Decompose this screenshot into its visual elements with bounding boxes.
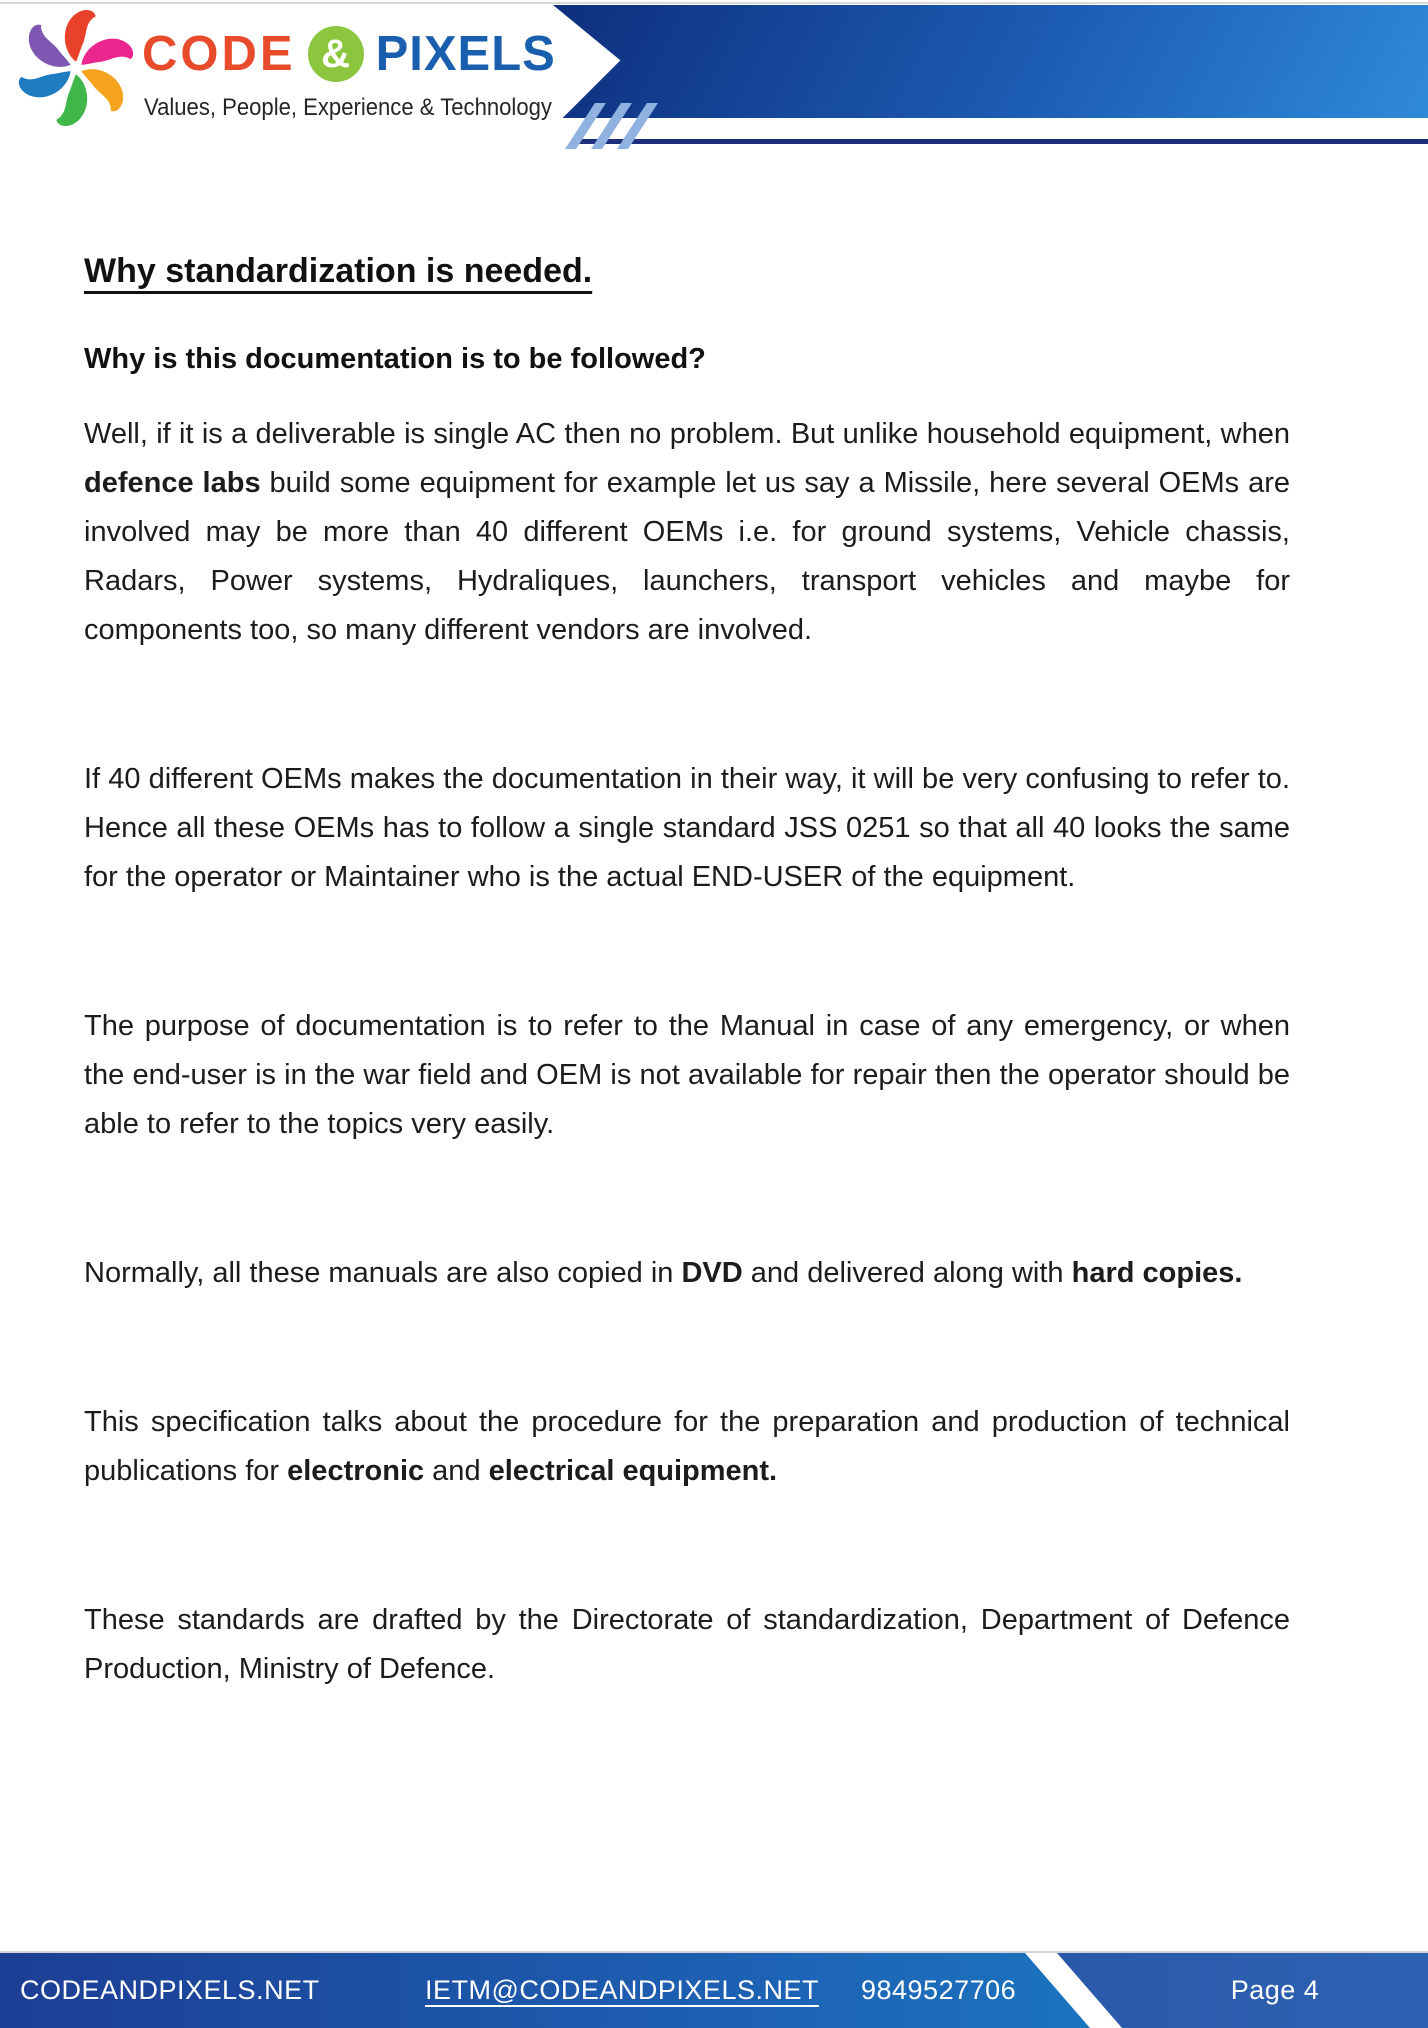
footer-email-link[interactable]: IETM@CODEANDPIXELS.NET <box>425 1975 819 2005</box>
body-paragraph: The purpose of documentation is to refer to the Manual in case of any emergency, or when the end-user is in the war field and OEM is not available for repair then the operator should be able to refer to the topics very easily. <box>84 1010 1290 1140</box>
body-paragraph: Well, if it is a deliverable is single AC then no problem. But unlike household equipment, when defence labs build some equipment for example let us say a Missile, here several OEMs are involved may be more than 40 different OEMs i.e. for ground systems, Vehicle chassis, Radars, Power systems, Hydraliques, launchers, transport vehicles and maybe for components too, so many different vendors are involved. <box>84 418 1290 646</box>
pinwheel-logo-icon <box>14 6 138 130</box>
footer-page-number: Page 4 <box>1230 1975 1320 2005</box>
document-body <box>84 252 1290 1794</box>
footer-contact-group <box>425 1953 1016 2028</box>
footer-website: CODEANDPIXELS.NET <box>20 1975 320 2005</box>
brand-pixels-text: PIXELS <box>375 26 556 81</box>
header-diagonal-stripes <box>566 103 676 149</box>
body-paragraph: This specification talks about the procedure for the preparation and production of technical publications for electronic and electrical equipment. <box>84 1406 1290 1487</box>
page-header <box>0 0 1428 150</box>
footer-phone: 9849527706 <box>860 1975 1017 2005</box>
page-subtitle: Why is this documentation is to be followed? <box>84 343 706 375</box>
page-footer <box>0 1953 1428 2028</box>
header-blue-band <box>553 5 1428 118</box>
body-paragraph: Normally, all these manuals are also copied in DVD and delivered along with hard copies. <box>84 1257 1243 1289</box>
body-paragraph: These standards are drafted by the Directorate of standardization, Department of Defence Production, Ministry of Defence. <box>84 1604 1290 1685</box>
brand-ampersand-badge: & <box>308 26 364 82</box>
brand-wordmark <box>142 26 556 82</box>
body-paragraph: If 40 different OEMs makes the documentation in their way, it will be very confusing to refer to. Hence all these OEMs has to follow a single standard JSS 0251 so that all 40 looks the same for the operator or Maintainer who is the actual END-USER of the equipment. <box>84 763 1290 893</box>
brand-code-text: CODE <box>142 26 296 81</box>
header-underline-bar <box>568 139 1428 144</box>
page-title: Why standardization is needed. <box>84 252 593 290</box>
brand-tagline: Values, People, Experience & Technology <box>144 94 552 121</box>
